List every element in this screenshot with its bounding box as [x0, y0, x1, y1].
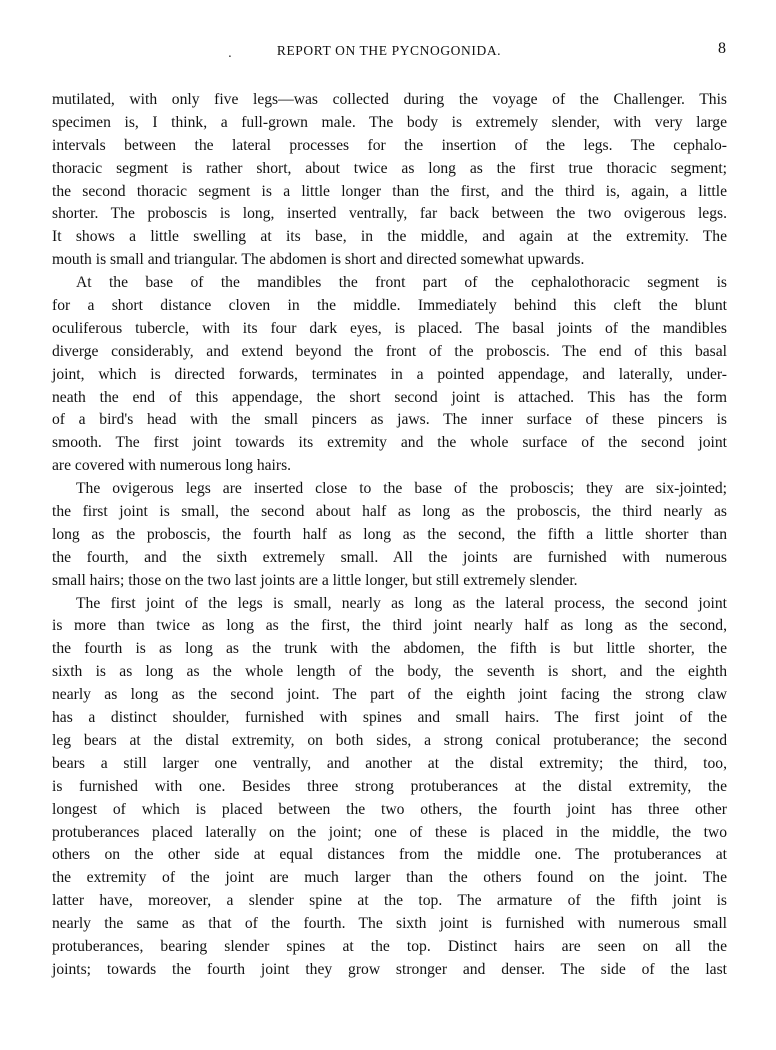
text-line: neath the end of this appendage, the short second joint is attached. This has the form [52, 388, 727, 406]
text-line: mouth is small and triangular. The abdomen is short and directed somewhat upwards. [52, 251, 585, 269]
text-line: are covered with numerous long hairs. [52, 457, 292, 475]
text-line: the second thoracic segment is a little longer than the first, and the third is, again, a little [52, 182, 727, 200]
text-line: is furnished with one. Besides three strong protuberances at the distal extremity, the [52, 777, 727, 795]
text-line: sixth is as long as the whole length of the body, the seventh is short, and the eighth [52, 663, 727, 681]
text-line: diverge considerably, and extend beyond the front of the proboscis. The end of this basal [52, 342, 727, 360]
text-line: is more than twice as long as the first, the third joint nearly half as long as the second, [52, 617, 727, 635]
running-header [52, 40, 726, 64]
text-line: mutilated, with only five legs—was collected during the voyage of the Challenger. This [52, 91, 727, 108]
paragraph [52, 272, 727, 478]
text-line: of a bird's head with the small pincers as jaws. The inner surface of these pincers is [52, 411, 727, 429]
text-line: The ovigerous legs are inserted close to the base of the proboscis; they are six-jointed; [76, 480, 727, 498]
text-line: protuberances placed laterally on the joint; one of these is placed in the middle, the two [52, 823, 727, 841]
text-line: the fourth, and the sixth extremely small. All the joints are furnished with numerous [52, 548, 727, 566]
text-line: joint, which is directed forwards, terminates in a pointed appendage, and laterally, under- [52, 365, 727, 383]
text-line: nearly as long as the second joint. The part of the eighth joint facing the strong claw [52, 686, 727, 704]
body-text [52, 89, 727, 982]
header-dot: . [228, 46, 232, 60]
text-line: shorter. The proboscis is long, inserted ventrally, far back between the two ovigerous legs. [52, 205, 727, 223]
text-line: has a distinct shoulder, furnished with spines and small hairs. The first joint of the [52, 709, 727, 727]
text-line: nearly the same as that of the fourth. The sixth joint is furnished with numerous small [52, 915, 727, 933]
text-line: It shows a little swelling at its base, in the middle, and again at the extremity. The [52, 228, 727, 246]
text-line: latter have, moreover, a slender spine at the top. The armature of the fifth joint is [52, 892, 727, 910]
text-line: the first joint is small, the second about half as long as the proboscis, the third nearly as [52, 503, 727, 521]
text-line: thoracic segment is rather short, about twice as long as the first true thoracic segment; [52, 159, 727, 177]
page-number: 8 [718, 40, 726, 57]
text-line: long as the proboscis, the fourth half as long as the second, the fifth a little shorter than [52, 525, 727, 543]
text-line: small hairs; those on the two last joints are a little longer, but still extremely slender. [52, 571, 578, 589]
text-line: the extremity of the joint are much larger than the others found on the joint. The [52, 869, 727, 887]
text-line: At the base of the mandibles the front part of the cephalothoracic segment is [76, 274, 727, 292]
running-title: REPORT ON THE PYCNOGONIDA. [276, 43, 502, 58]
text-line: The first joint of the legs is small, nearly as long as the lateral process, the second joint [76, 594, 727, 612]
text-line: leg bears at the distal extremity, on both sides, a strong conical protuberance; the second [52, 731, 727, 749]
text-line: the fourth is as long as the trunk with the abdomen, the fifth is but little shorter, the [52, 640, 727, 658]
paragraph [52, 89, 727, 272]
text-line: joints; towards the fourth joint they grow stronger and denser. The side of the last [52, 960, 727, 978]
text-line: others on the other side at equal distances from the middle one. The protuberances at [52, 846, 727, 864]
text-line: longest of which is placed between the two others, the fourth joint has three other [52, 800, 727, 818]
text-line: intervals between the lateral processes for the insertion of the legs. The cephalo- [52, 136, 727, 154]
text-line: bears a still larger one ventrally, and another at the distal extremity; the third, too, [52, 754, 727, 772]
paragraph [52, 478, 727, 592]
text-line: protuberances, bearing slender spines at the top. Distinct hairs are seen on all the [52, 937, 727, 955]
text-line: oculiferous tubercle, with its four dark eyes, is placed. The basal joints of the mandibles [52, 319, 727, 337]
paragraph [52, 593, 727, 982]
text-line: specimen is, I think, a full-grown male. The body is extremely slender, with very large [52, 113, 727, 131]
text-line: smooth. The first joint towards its extremity and the whole surface of the second joint [52, 434, 727, 452]
text-line: for a short distance cloven in the middle. Immediately behind this cleft the blunt [52, 297, 727, 315]
